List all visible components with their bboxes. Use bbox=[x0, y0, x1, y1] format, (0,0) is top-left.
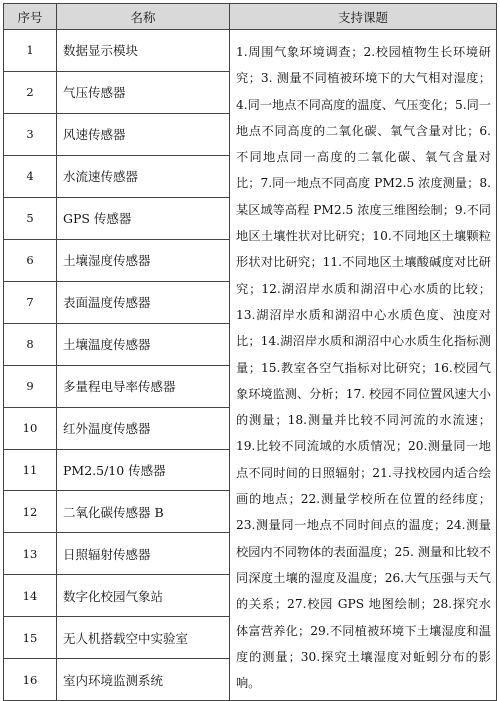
row-name: 数字化校园气象站 bbox=[57, 575, 230, 617]
row-name: 表面温度传感器 bbox=[57, 281, 230, 323]
row-index: 10 bbox=[4, 407, 57, 449]
supported-topics-cell: 1.周围气象环境调查；2.校园植物生长环境研究；3. 测量不同植被环境下的大气相对湿度；4.同一地点不同高度的温度、气压变化；5.同一地点不同高度的二氧化碳、氧气含量对比；6.不同地点同一高度的二氧化碳、氧气含量对比；7.同一地点不同高度 PM2.5 浓度测量；8.某区域等高程 PM2.5 浓度三维图绘制；9.不同地区土壤性状对比研究；10.不同地区土壤颗粒形状对比研究；11.不同地区土壤酸碱度对比研究；12.湖沼岸水质和湖沼中心水质的比较；13.湖沼岸水质和湖沼中心水质色度、浊度对比；14.湖沼岸水质和湖沼中心水质生化指标测量；15.教室各空气指标对比研究；16.校园气象环境监测、分析；17. 校园不同位置风速大小的测量；18.测量并比较不同河流的水流速；19.比较不同流域的水质情况；20.测量同一地点不同时间的日照辐射；21.寻找校园内适合绘画的地点；22.测量学校所在位置的经纬度；23.测量同一地点不同时间点的温度；24.测量校园内不同物体的表面温度；25. 测量和比较不同深度土壤的湿度及温度；26.大气压强与天气的关系；27.校园 GPS 地图绘制；28.探究水体富营养化；29.不同植被环境下土壤湿度和温度的测量；30.探究土壤湿度对蚯蚓分布的影响。 bbox=[230, 30, 497, 701]
row-index: 14 bbox=[4, 575, 57, 617]
row-name: 红外温度传感器 bbox=[57, 407, 230, 449]
row-index: 6 bbox=[4, 239, 57, 281]
row-name: PM2.5/10 传感器 bbox=[57, 449, 230, 491]
row-index: 9 bbox=[4, 365, 57, 407]
row-name: 无人机搭载空中实验室 bbox=[57, 617, 230, 659]
row-index: 16 bbox=[4, 659, 57, 701]
header-name: 名称 bbox=[57, 4, 230, 30]
row-index: 5 bbox=[4, 197, 57, 239]
header-topics: 支持课题 bbox=[230, 4, 497, 30]
row-name: 数据显示模块 bbox=[57, 30, 230, 72]
row-name: 二氧化碳传感器 B bbox=[57, 491, 230, 533]
row-name: 日照辐射传感器 bbox=[57, 533, 230, 575]
row-name: 多量程电导率传感器 bbox=[57, 365, 230, 407]
row-index: 3 bbox=[4, 113, 57, 155]
table-row bbox=[4, 30, 497, 72]
row-index: 2 bbox=[4, 71, 57, 113]
row-index: 11 bbox=[4, 449, 57, 491]
row-name: 土壤温度传感器 bbox=[57, 323, 230, 365]
row-name: 土壤湿度传感器 bbox=[57, 239, 230, 281]
row-index: 12 bbox=[4, 491, 57, 533]
sensor-topics-table bbox=[3, 3, 497, 701]
row-name: 风速传感器 bbox=[57, 113, 230, 155]
row-index: 13 bbox=[4, 533, 57, 575]
row-name: 水流速传感器 bbox=[57, 155, 230, 197]
row-index: 15 bbox=[4, 617, 57, 659]
row-name: 室内环境监测系统 bbox=[57, 659, 230, 701]
row-index: 7 bbox=[4, 281, 57, 323]
row-index: 4 bbox=[4, 155, 57, 197]
row-name: 气压传感器 bbox=[57, 71, 230, 113]
table-header-row bbox=[4, 4, 497, 30]
row-index: 1 bbox=[4, 30, 57, 72]
row-name: GPS 传感器 bbox=[57, 197, 230, 239]
header-index: 序号 bbox=[4, 4, 57, 30]
row-index: 8 bbox=[4, 323, 57, 365]
